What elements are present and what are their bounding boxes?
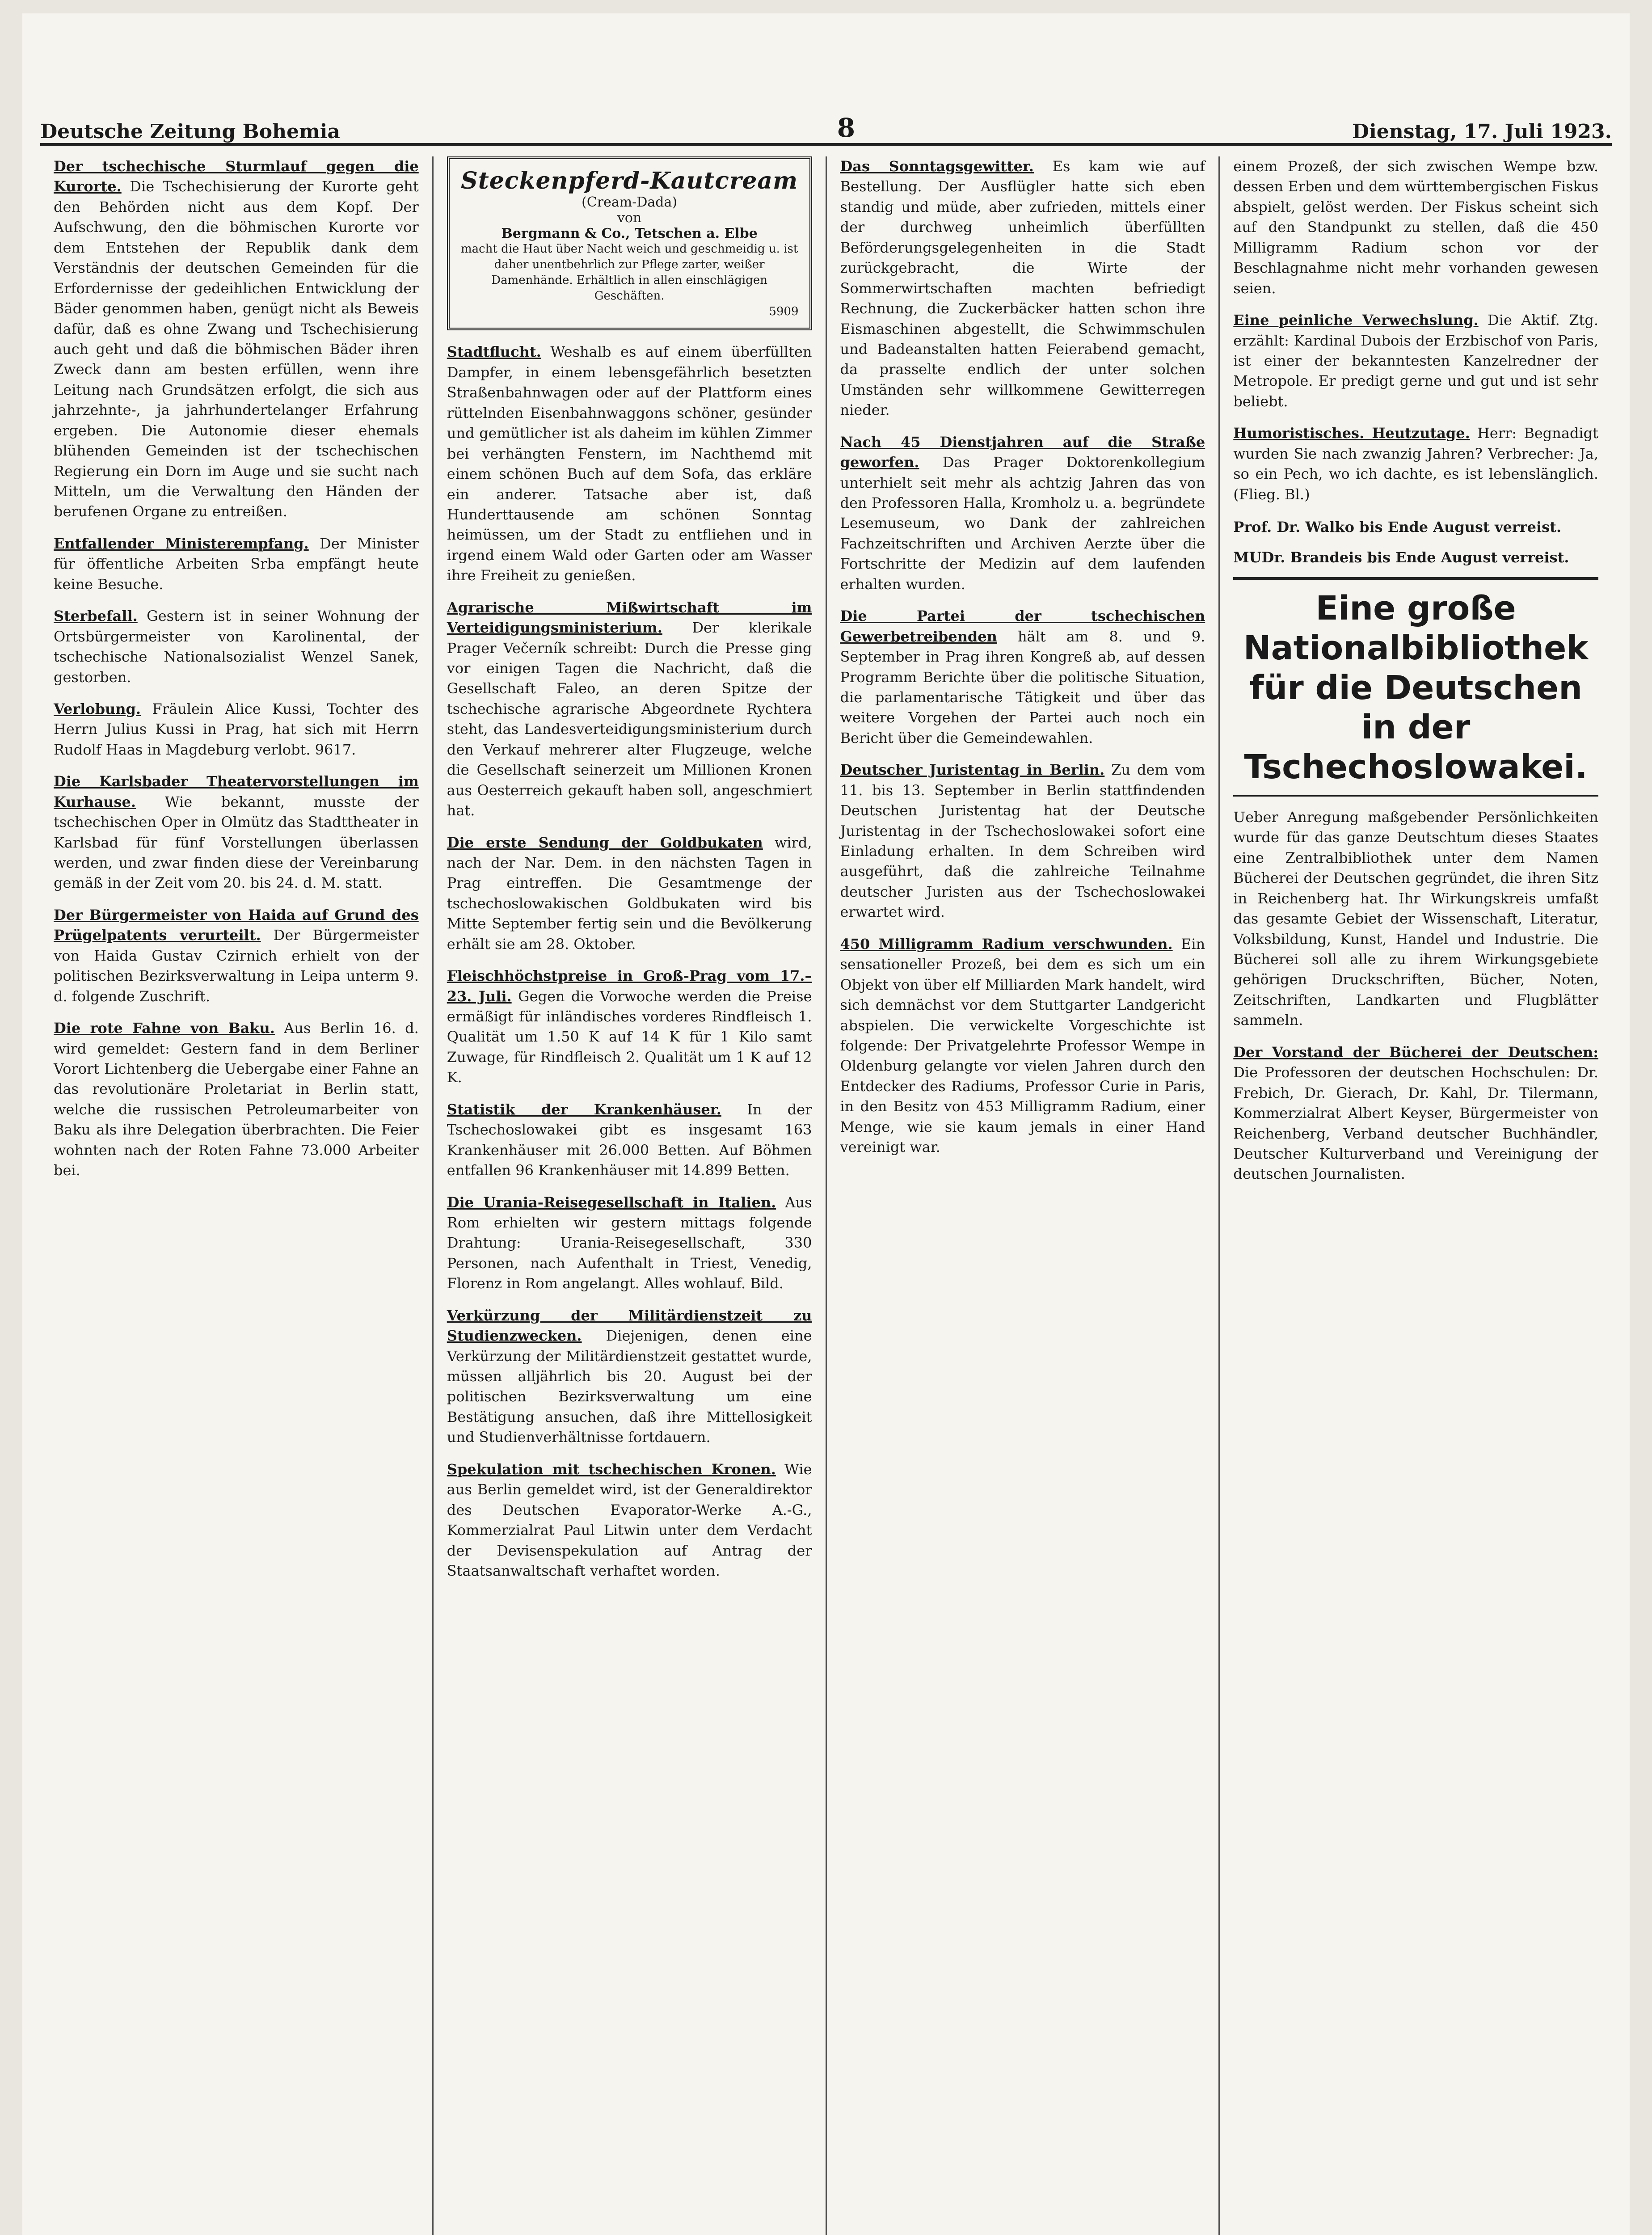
article	[840, 606, 1205, 748]
article-text: Ein sensationeller Prozeß, bei dem es sich um ein Objekt von über elf Milliarden Mark handelt, wird sich demnächst vor dem Stuttgarter Landgericht abspielen. Die verwickelte Vorgeschichte ist folgende: Der Privatgelehrte Professor Wempe in Oldenburg gelangte vor vielen Jahren durch den Entdecker des Radiums, Professor Curie in Paris, in den Besitz von 453 Milligramm Radium, einer Menge, wie sie kaum jemals in einer Hand vereinigt war.	[840, 935, 1205, 1156]
ad-from: von	[617, 210, 642, 226]
article-text: Das Prager Doktorenkollegium unterhielt seit mehr als achtzig Jahren das von den Professoren Halla, Kromholz u. a. begründete Lesemuseum, wo Dank der zahlreichen Fachzeitschriften und Archiven Aerzte über die Fortschritte der Medizin auf dem laufenden erhalten wurden.	[840, 454, 1205, 593]
article-heading: Die Urania-Reisegesellschaft in Italien.	[447, 1193, 776, 1211]
article-text: In der Tschechoslowakei gibt es insgesamt 163 Krankenhäuser mit 26.000 Betten. Auf Böhmen entfallen 96 Krankenhäuser mit 14.899 Betten.	[447, 1101, 812, 1179]
column-3	[827, 156, 1220, 2235]
article	[447, 1459, 812, 1581]
column-2	[434, 156, 827, 2235]
article	[840, 934, 1205, 1158]
feature-text: Ueber Anregung maßgebender Persönlichkeiten wurde für das ganze Deutschtum dieses Staates eine Zentralbibliothek unter dem Namen Bücherei der Deutschen gegründet, die ihren Sitz in Reichenberg hat. Ihr Wirkungskreis umfaßt das gesamte Gebiet der Wissenschaft, Literatur, Volksbildung, Kunst, Handel und Industrie. Die Bücherei soll alle zu ihrem Wirkungsgebiete gehörigen Druckschriften, Bücher, Noten, Zeitschriften, Landkarten und Flugblätter sammeln.	[1233, 808, 1598, 1029]
article	[1233, 156, 1598, 299]
article-text: Wie bekannt, musste der tschechischen Oper in Olmütz das Stadttheater in Karlsbad für fünf Vorstellungen überlassen werden, und zwar finden diese der Vereinbarung gemäß in der Zeit vom 20. bis 24. d. M. statt.	[54, 793, 419, 892]
article-text: Fräulein Alice Kussi, Tochter des Herrn Julius Kussi in Prag, hat sich mit Herrn Rudolf Haas in Magdeburg verlobt. 9617.	[54, 700, 419, 758]
article-heading: 450 Milligramm Radium verschwunden.	[840, 935, 1173, 953]
article-text: Weshalb es auf einem überfüllten Dampfer, in einem lebensgefährlich besetzten Straßenbahnwagen oder auf der Plattform eines rüttelnden Eisenbahnwaggons schöner, gesünder und gemütlicher ist als daheim im kühlen Zimmer bei verhängten Fenstern, im Nachthemd mit einem schönen Buch auf dem Sofa, das erkläre ein anderer. Tatsache aber ist, daß Hunderttausende am schönen Sonntag heimüssen, um der Stadt zu entfliehen und in irgend einem Wald oder Garten oder am Wasser ihre Freiheit zu genießen.	[447, 343, 812, 584]
article	[840, 432, 1205, 595]
article-heading: Das Sonntagsgewitter.	[840, 158, 1034, 175]
advertisement	[447, 156, 812, 330]
feature-article	[1233, 807, 1598, 1031]
ad-body: macht die Haut über Nacht weich und geschmeidig u. ist daher unentbehrlich zur Pflege zarter, weißer Damenhände. Erhältlich in allen einschlägigen Geschäften.	[460, 242, 798, 303]
article-text: Aus Rom erhielten wir gestern mittags folgende Drahtung: Urania-Reisegesellschaft, 330 Personen, nach Aufenthalt in Triest, Venedig, Florenz in Rom angelangt. Alles wohlauf. Bild.	[447, 1193, 812, 1292]
column-4	[1220, 156, 1612, 2235]
ad-maker: Bergmann & Co., Tetschen a. Elbe	[501, 226, 758, 241]
ad-code: 5909	[769, 305, 799, 319]
column-2-articles	[447, 342, 812, 1581]
article-heading: Die rote Fahne von Baku.	[54, 1020, 275, 1037]
article-text: Es kam wie auf Bestellung. Der Ausflügler hatte sich eben standig und müde, aber zufrieden, mittels einer der durchweg unheimlich überfüllten Beförderungsgelegenheiten in die Stadt zurückgebracht, die Wirte der Sommerwirtschaften machten befriedigt Rechnung, die Zuckerbäcker hatten schon ihre Eismaschinen abgestellt, die Schwimmschulen und Badeanstalten hatten Feierabend gemacht, da prasselte endlich der unter solchen Umständen sehr willkommene Gewitterregen nieder.	[840, 158, 1205, 419]
article	[54, 699, 419, 760]
article-text: Herr: Begnadigt wurden Sie nach zwanzig Jahren? Verbrecher: Ja, so ein Pech, wo ich dachte, es ist lebenslänglich. (Flieg. Bl.)	[1233, 425, 1599, 503]
article-heading: Entfallender Ministerempfang.	[54, 535, 309, 552]
article	[840, 156, 1205, 421]
article	[447, 1100, 812, 1181]
article	[54, 606, 419, 687]
column-grid	[40, 156, 1612, 2235]
article	[447, 342, 812, 586]
column-4-articles	[1233, 156, 1598, 505]
ad-title: Steckenpferd-Kautcream	[461, 167, 798, 194]
article-heading: Die Partei der tschechischen Gewerbetreibenden	[840, 607, 1205, 645]
article-heading: Agrarische Mißwirtschaft im Verteidigungsministerium.	[447, 599, 812, 637]
article-heading: Fleischhöchstpreise in Groß-Prag vom 17.–23. Juli.	[447, 967, 812, 1005]
article-heading: Statistik der Krankenhäuser.	[447, 1101, 721, 1118]
article-heading: Verkürzung der Militärdienstzeit zu Studienzwecken.	[447, 1307, 812, 1345]
article	[1233, 310, 1598, 412]
article-text: wird, nach der Nar. Dem. in den nächsten Tagen in Prag eintreffen. Die Gesamtmenge der tschechoslowakischen Goldbukaten wird bis Mitte September fertig sein und die Bevölkerung erhält sie am 28. Oktober.	[447, 834, 812, 953]
article	[54, 905, 419, 1007]
article-text: hält am 8. und 9. September in Prag ihren Kongreß ab, auf dessen Programm Berichte über die politische Situation, die parlamentarische Tätigkeit und über das weitere Vorgehen der Partei auch noch ein Bericht über die Gemeindewahlen.	[840, 628, 1205, 746]
article-text: Gegen die Vorwoche werden die Preise ermäßigt für inländisches vorderes Rindfleisch 1. Qualität um 1.50 K auf 14 K für 1 Kilo samt Zuwage, für Rindfleisch 2. Qualität um 1 K auf 12 K.	[447, 987, 812, 1086]
article	[447, 833, 812, 955]
feature-headline: Eine große Nationalbibliothek für die Deutschen in der Tschechoslowakei.	[1233, 577, 1598, 797]
article	[1233, 423, 1598, 505]
article-heading: Der tschechische Sturmlauf gegen die Kurorte.	[54, 158, 419, 195]
article-text: einem Prozeß, der sich zwischen Wempe bzw. dessen Erben und dem württembergischen Fiskus abspielt, gelöst werden. Der Fiskus scheint sich auf den Standpunkt zu stellen, daß die 450 Milligramm Radium schon vor der Beschlagnahme nicht mehr vorhanden gewesen seien.	[1233, 158, 1598, 297]
article	[447, 966, 812, 1088]
article-text: Der Minister für öffentliche Arbeiten Srba empfängt heute keine Besuche.	[54, 535, 419, 593]
article-heading: Sterbefall.	[54, 607, 138, 625]
article	[447, 598, 812, 821]
article-heading: Humoristisches. Heutzutage.	[1233, 425, 1470, 442]
article-text: Der Bürgermeister von Haida Gustav Czirnich erhielt von der politischen Bezirksverwaltung in Leipa unterm 9. d. folgende Zuschrift.	[54, 927, 419, 1005]
notice-walko: Prof. Dr. Walko bis Ende August verreist.	[1233, 519, 1562, 536]
article-heading: Die erste Sendung der Goldbukaten	[447, 834, 763, 851]
article	[54, 772, 419, 894]
article-text: Gestern ist in seiner Wohnung der Ortsbürgermeister von Karolinental, der tschechische Nationalsozialist Wenzel Sanek, gestorben.	[54, 607, 419, 686]
ad-subtitle: (Cream-Dada)	[582, 194, 678, 210]
article-heading: Spekulation mit tschechischen Kronen.	[447, 1460, 776, 1478]
paper-name: Deutsche Zeitung Bohemia	[40, 120, 340, 143]
board-heading: Der Vorstand der Bücherei der Deutschen:	[1233, 1043, 1598, 1061]
article-heading: Der Bürgermeister von Haida auf Grund des Prügelpatents verurteilt.	[54, 906, 419, 944]
article	[840, 760, 1205, 923]
article-heading: Nach 45 Dienstjahren auf die Straße geworfen.	[840, 433, 1205, 471]
article	[54, 156, 419, 522]
article-text: Die Tschechisierung der Kurorte geht den Behörden nicht aus dem Kopf. Der Aufschwung, den die böhmischen Kurorte vor dem Entstehen der Republik dank dem Verständnis der deutschen Gemeinden für die Erfordernisse der gedeihlichen Entwicklung der Bäder genommen haben, genügt nicht als Beweis dafür, daß es ohne Zwang und Tschechisierung auch geht und daß die böhmischen Bäder ihren Zweck dann am besten erfüllen, wenn ihre Leitung nach Grundsätzen erfolgt, die sich aus jahrzehnte-, ja jahrhundertelanger Erfahrung ergeben. Die Autonomie dieser ehemals blühenden Gemeinden ist der tschechischen Regierung ein Dorn im Auge und sie sucht nach Mitteln, um die Verwaltung den Händen der berufenen Organe zu entreißen.	[54, 178, 419, 520]
article	[447, 1306, 812, 1448]
article-text: Diejenigen, denen eine Verkürzung der Militärdienstzeit gestattet wurde, müssen alljährlich bis 20. August bei der politischen Bezirksverwaltung um eine Bestätigung ansuchen, daß ihre Mittellosigkeit und Studienverhältnisse fortdauern.	[447, 1327, 812, 1446]
article-text: Wie aus Berlin gemeldet wird, ist der Generaldirektor des Deutschen Evaporator-Werke A.-G., Kommerzialrat Paul Litwin unter dem Verdacht der Devisenspekulation auf Antrag der Staatsanwaltschaft verhaftet worden.	[447, 1460, 812, 1579]
article-text: Die Aktif. Ztg. erzählt: Kardinal Dubois der Erzbischof von Paris, ist einer der bekanntesten Kanzelredner der Metropole. Er predigt gerne und gut und ist sehr beliebt.	[1233, 312, 1598, 410]
board-text: Die Professoren der deutschen Hochschulen: Dr. Frebich, Dr. Gierach, Dr. Kahl, Dr. Tilermann, Kommerzialrat Albert Keyser, Bürgermeister von Reichenberg, Verband deutscher Buchhändler, Deutscher Kulturverband und Vereinigung der deutschen Journalisten.	[1233, 1064, 1598, 1183]
article-text: Aus Berlin 16. d. wird gemeldet: Gestern fand in dem Berliner Vorort Lichtenberg die Uebergabe einer Fahne an das revolutionäre Proletariat in Berlin statt, welche die russischen Petroleumarbeiter von Baku als ihre Delegation überbrachten. Die Feier wohnten nach der Roten Fahne 73.000 Arbeiter bei.	[54, 1020, 419, 1179]
article	[447, 1193, 812, 1294]
column-1	[40, 156, 434, 2235]
page-number: 8	[837, 113, 856, 143]
article-heading: Stadtflucht.	[447, 343, 541, 361]
article-heading: Verlobung.	[54, 700, 141, 717]
article-heading: Eine peinliche Verwechslung.	[1233, 312, 1479, 329]
article	[54, 1018, 419, 1181]
issue-date: Dienstag, 17. Juli 1923.	[1352, 120, 1612, 143]
article-text: Zu dem vom 11. bis 13. September in Berlin stattfindenden Deutschen Juristentag hat der Deutsche Juristentag in der Tschechoslowakei sofort eine Einladung erhalten. In dem Schreiben wird ausgeführt, daß die zahlreiche Teilnahme deutscher Juristen aus der Tschechoslowakei erwartet wird.	[840, 761, 1205, 921]
article-heading: Die Karlsbader Theatervorstellungen im Kurhause.	[54, 773, 419, 810]
masthead	[40, 103, 1612, 146]
notice-brandeis: MUDr. Brandeis bis Ende August verreist.	[1233, 549, 1569, 566]
article	[54, 534, 419, 595]
article-heading: Deutscher Juristentag in Berlin.	[840, 761, 1105, 779]
board-section	[1233, 1042, 1598, 1185]
article-text: Der klerikale Prager Večerník schreibt: Durch die Presse ging vor einigen Tagen die Nachricht, daß die Gesellschaft Faleo, an deren Spitze der tschechische agrarische Abgeordnete Rychtera steht, das Landesverteidigungsministerium durch den Verkauf mehrerer alter Flugzeuge, welche die Gesellschaft seinerzeit um Millionen Kronen aus Oesterreich gekauft haben soll, angeschmiert hat.	[447, 619, 812, 819]
newspaper-page	[22, 13, 1630, 2235]
